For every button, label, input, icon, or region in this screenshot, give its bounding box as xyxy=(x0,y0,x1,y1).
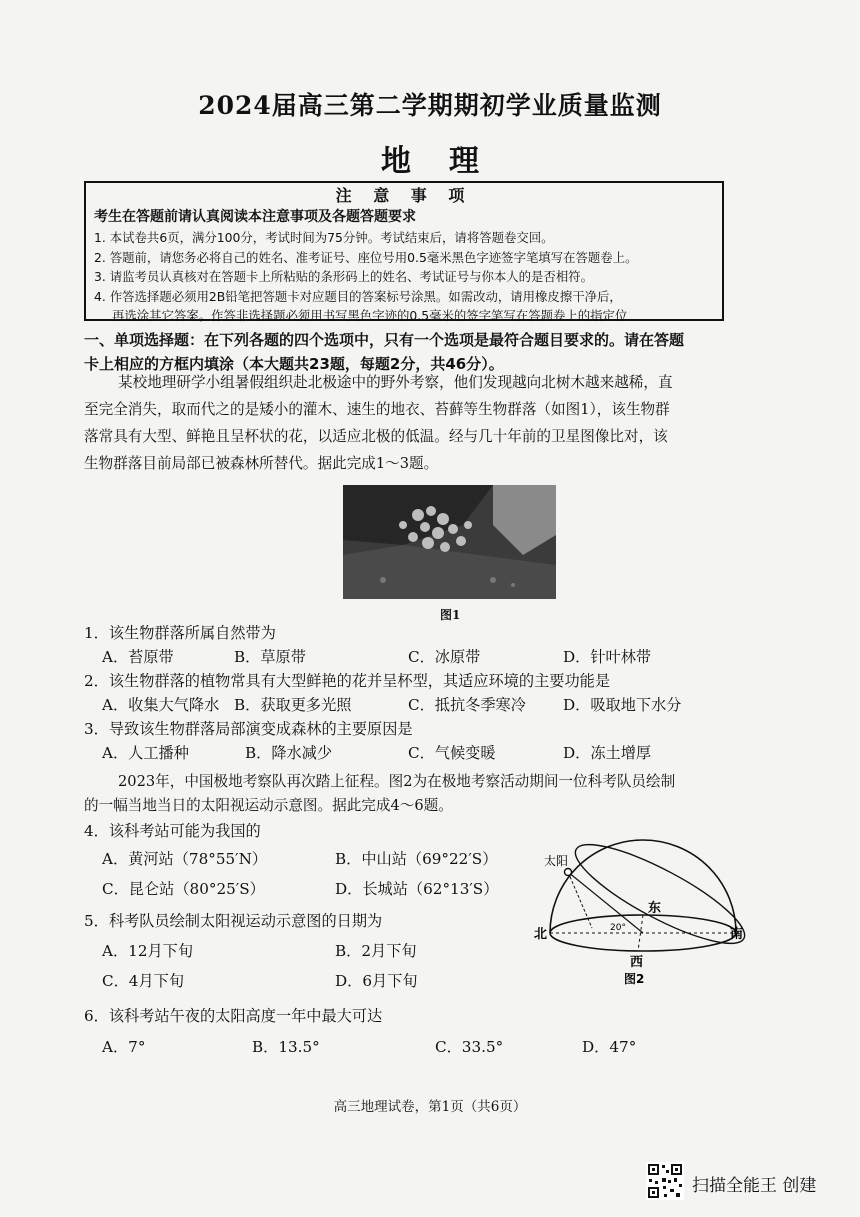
section-line-2: 卡上相应的方框内填涂（本大题共23题，每题2分，共46分）。 xyxy=(84,355,504,373)
passage2-line-2: 的一幅当地当日的太阳视运动示意图。据此完成4～6题。 xyxy=(84,797,453,814)
q4-stem: 4．该科考站可能为我国的 xyxy=(84,822,261,840)
q2-option-a: A．收集大气降水 xyxy=(102,696,220,714)
q6-option-b: B．13.5° xyxy=(252,1038,320,1056)
notice-line-5: 再选涂其它答案。作答非选择题必须用书写黑色字迹的0.5毫米的签字笔写在答题卷上的指定位 xyxy=(112,308,628,323)
q2-option-d: D．吸取地下水分 xyxy=(563,696,682,714)
q3-stem: 3．导致该生物群落局部演变成森林的主要原因是 xyxy=(84,720,413,738)
passage1-line-1: 某校地理研学小组暑假组织赴北极途中的野外考察，他们发现越向北树木越来越稀，直 xyxy=(118,374,673,391)
scanner-watermark: 扫描全能王 创建 xyxy=(692,1176,817,1196)
notice-title: 注 意 事 项 xyxy=(335,186,473,205)
notice-line-4: 4. 作答选择题必须用2B铅笔把答题卡对应题目的答案标号涂黑。如需改动，请用橡皮擦干净后， xyxy=(94,288,622,304)
passage1-line-4: 生物群落目前局部已被森林所替代。据此完成1～3题。 xyxy=(84,455,439,472)
q4-option-c: C．昆仑站（80°25′S） xyxy=(102,880,265,898)
notice-line-1: 1. 本试卷共6页，满分100分，考试时间为75分钟。考试结束后，请将答题卷交回。 xyxy=(94,230,554,245)
q2-option-b: B．获取更多光照 xyxy=(234,696,352,714)
q3-option-a: A．人工播种 xyxy=(102,744,189,762)
q3-option-c: C．气候变暖 xyxy=(408,744,496,762)
tundra-plant-image xyxy=(343,485,556,599)
exam-title: 2024届高三第二学期期初学业质量监测 xyxy=(198,91,662,120)
q5-option-d: D．6月下旬 xyxy=(335,972,418,990)
q5-option-b: B．2月下旬 xyxy=(335,942,417,960)
q2-option-c: C．抵抗冬季寒冷 xyxy=(408,696,526,714)
q6-option-d: D．47° xyxy=(582,1038,637,1056)
sun-ray-line xyxy=(568,872,643,933)
celestial-dome-arc xyxy=(550,840,736,933)
notice-box xyxy=(84,181,724,321)
figure2-label: 图2 xyxy=(624,972,645,986)
label-angle: 20° xyxy=(610,923,626,933)
q3-option-d: D．冻土增厚 xyxy=(563,744,652,762)
notice-line-2: 2. 答题前，请您务必将自己的姓名、准考证号、座位号用0.5毫米黑色字迹签字笔填写在答题卷上。 xyxy=(94,249,638,265)
q4-option-b: B．中山站（69°22′S） xyxy=(335,850,498,868)
q5-stem: 5．科考队员绘制太阳视运动示意图的日期为 xyxy=(84,912,383,930)
q5-option-c: C．4月下旬 xyxy=(102,972,185,990)
q1-stem: 1．该生物群落所属自然带为 xyxy=(84,624,276,642)
q1-option-c: C．冰原带 xyxy=(408,648,481,666)
subject-title: 地理 xyxy=(381,144,517,179)
notice-line-3: 3. 请监考员认真核对在答题卡上所粘贴的条形码上的姓名、考试证号与你本人的是否相符。 xyxy=(94,269,593,284)
label-sun: 太阳 xyxy=(544,854,569,868)
figure2-sun-path-diagram xyxy=(520,828,760,988)
sun-icon xyxy=(565,869,572,876)
label-north: 北 xyxy=(534,927,548,942)
qr-code-icon xyxy=(646,1162,684,1200)
q1-option-b: B．草原带 xyxy=(234,648,306,666)
notice-head: 考生在答题前请认真阅读本注意事项及各题答题要求 xyxy=(94,209,416,225)
q1-option-a: A．苔原带 xyxy=(102,648,174,666)
section-line-1: 一、单项选择题：在下列各题的四个选项中，只有一个选项是最符合题目要求的。请在答题 xyxy=(84,331,685,349)
passage1-line-3: 落常具有大型、鲜艳且呈杯状的花，以适应北极的低温。经与几十年前的卫星图像比对，该 xyxy=(84,428,668,445)
q4-option-d: D．长城站（62°13′S） xyxy=(335,880,499,898)
figure1-photo xyxy=(343,485,556,599)
q3-option-b: B．降水减少 xyxy=(245,744,333,762)
q6-option-c: C．33.5° xyxy=(435,1038,504,1056)
q1-option-d: D．针叶林带 xyxy=(563,648,652,666)
label-south: 南 xyxy=(730,927,744,942)
q4-option-a: A．黄河站（78°55′N） xyxy=(102,850,268,868)
q5-option-a: A．12月下旬 xyxy=(102,942,194,960)
q6-stem: 6．该科考站午夜的太阳高度一年中最大可达 xyxy=(84,1007,383,1025)
passage1-line-2: 至完全消失，取而代之的是矮小的灌木、速生的地衣、苔藓等生物群落（如图1），该生物群 xyxy=(84,401,670,418)
label-east: 东 xyxy=(648,901,662,916)
figure1-label: 图1 xyxy=(440,608,461,622)
q6-option-a: A．7° xyxy=(102,1038,146,1056)
q2-stem: 2．该生物群落的植物常具有大型鲜艳的花并呈杯型，其适应环境的主要功能是 xyxy=(84,672,611,690)
label-west: 西 xyxy=(630,955,644,970)
passage2-line-1: 2023年，中国极地考察队再次踏上征程。图2为在极地考察活动期间一位科考队员绘制 xyxy=(118,773,676,790)
page-footer: 高三地理试卷，第1页（共6页） xyxy=(333,1099,527,1115)
